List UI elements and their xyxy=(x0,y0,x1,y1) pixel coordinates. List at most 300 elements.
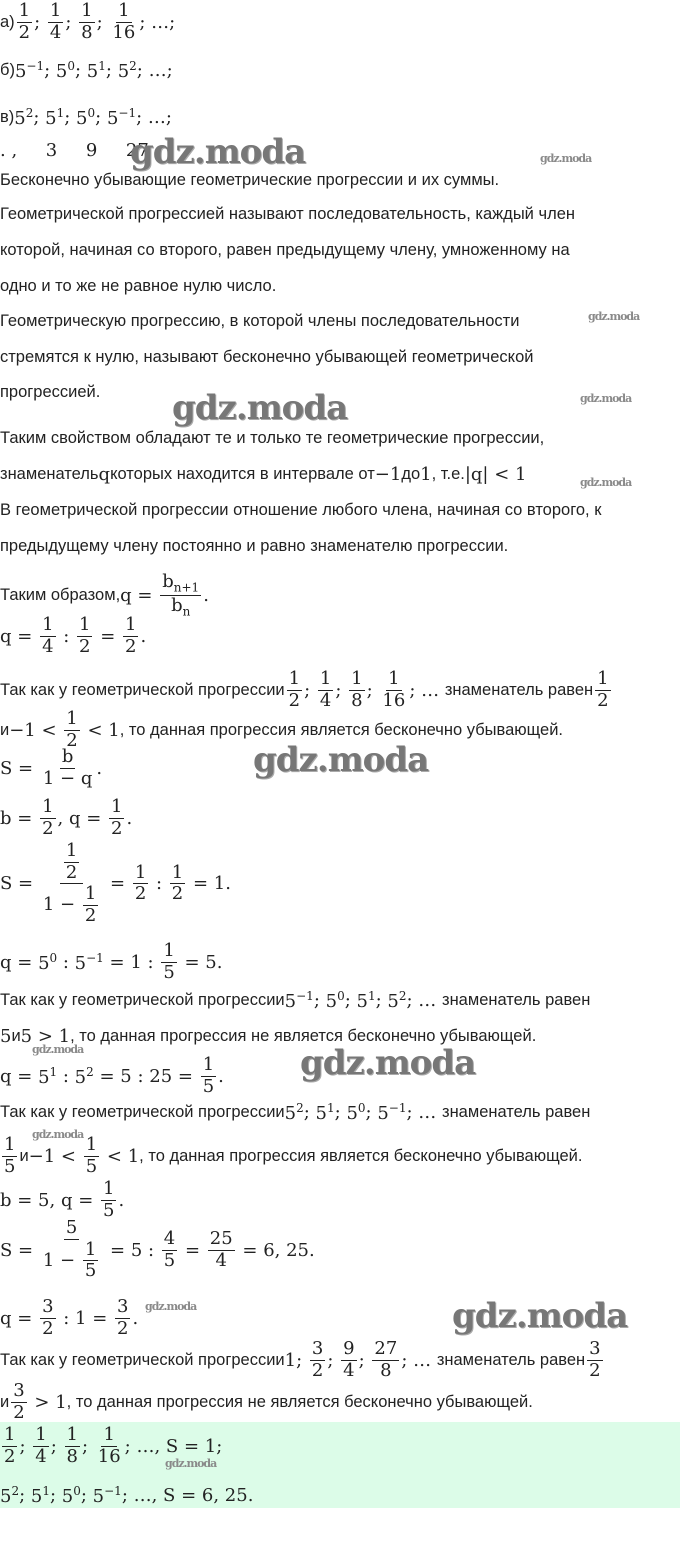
math-text: = 6, 25. xyxy=(236,1239,315,1261)
fraction-denominator xyxy=(587,1361,602,1382)
watermark-logo: gdz.moda xyxy=(452,1296,628,1336)
math-text: ; … xyxy=(401,1349,437,1371)
fraction-numerator xyxy=(60,841,83,884)
math-text: 4 xyxy=(343,1359,355,1381)
math-text: q = xyxy=(0,1065,39,1087)
exponent: 0 xyxy=(67,58,75,73)
power: $5^0$ xyxy=(346,1100,366,1124)
fraction-denominator xyxy=(214,1251,229,1272)
math-text: q = xyxy=(120,585,159,607)
fraction-numerator xyxy=(116,1,131,23)
text: знаменатель xyxy=(0,464,99,483)
fraction xyxy=(109,797,124,839)
exponent: 1 xyxy=(367,988,376,1003)
power: $5^{-1}$ xyxy=(377,1100,407,1124)
fraction xyxy=(11,1381,26,1423)
fraction xyxy=(77,615,92,657)
math-text: 1 xyxy=(420,463,432,485)
fraction xyxy=(160,572,201,620)
math-text: 25 xyxy=(209,1227,233,1249)
math-text: 1 xyxy=(4,1424,16,1445)
math-text: S = xyxy=(0,1239,39,1261)
fraction-denominator xyxy=(65,1447,80,1468)
math-text: . xyxy=(96,757,103,779)
math-text: 2 xyxy=(288,689,301,711)
watermark-logo: gdz.moda xyxy=(300,1043,476,1083)
math-text: 9 xyxy=(343,1338,355,1359)
fraction-denominator xyxy=(162,1251,177,1272)
fraction xyxy=(115,1297,130,1339)
math-text: 8 xyxy=(81,21,93,43)
fraction xyxy=(79,1,94,43)
fraction-numerator xyxy=(40,1297,55,1319)
fraction-numerator xyxy=(349,669,364,691)
fraction-numerator xyxy=(64,1218,79,1240)
power: $5^1$ xyxy=(38,1064,58,1088)
math-text: 2 xyxy=(111,817,123,839)
math-group xyxy=(62,841,81,883)
math-text: 5 xyxy=(163,961,175,983)
math-text: = 5 : xyxy=(104,1239,160,1261)
math-text: . xyxy=(203,585,209,607)
watermark-logo: gdz.moda xyxy=(253,740,429,780)
math-text: 3 xyxy=(311,1338,324,1359)
fraction-numerator xyxy=(64,709,79,731)
power: $5^2$ xyxy=(284,1100,304,1124)
math-text: 1 xyxy=(18,0,31,21)
exponent: 2 xyxy=(25,105,34,120)
text: знаменатель равен xyxy=(444,680,594,699)
fraction-denominator xyxy=(11,1403,26,1424)
fraction xyxy=(101,1179,116,1221)
fraction-numerator xyxy=(60,747,76,769)
fraction-numerator xyxy=(133,863,148,885)
fraction xyxy=(2,1425,17,1467)
math-text: ; xyxy=(95,106,107,128)
math-text: 1 xyxy=(111,796,123,817)
math-group xyxy=(171,596,190,619)
math-text: ; xyxy=(33,106,46,128)
watermark-logo: gdz.moda xyxy=(32,1043,84,1056)
math-text: 2 xyxy=(589,1359,601,1381)
text: предыдущему члену постоянно и равно знаменателю прогрессии. xyxy=(0,536,509,555)
math-text: 1 xyxy=(319,668,332,689)
fraction xyxy=(40,1297,55,1339)
fraction xyxy=(65,1425,80,1467)
exponent: 0 xyxy=(73,1483,81,1498)
math-text: 16 xyxy=(382,689,406,711)
exponent: −1 xyxy=(118,105,137,120)
text: Бесконечно убывающие геометрические прогрессии и их суммы. xyxy=(0,170,500,189)
text-line xyxy=(0,241,570,260)
fraction xyxy=(17,1,32,43)
text-line xyxy=(0,277,276,296)
fraction-numerator xyxy=(11,1381,26,1403)
text-line xyxy=(0,1179,124,1221)
fraction xyxy=(41,1218,102,1282)
math-text: 5 xyxy=(103,1199,115,1221)
fraction-denominator xyxy=(40,1319,55,1340)
math-text: 1 xyxy=(597,668,609,689)
math-text: 2 xyxy=(42,817,54,839)
math-text: ; xyxy=(327,1349,340,1371)
text: в) xyxy=(0,107,15,126)
text-line xyxy=(0,312,519,331)
text: и xyxy=(0,1392,10,1411)
math-text: 2 xyxy=(18,21,31,43)
text-line xyxy=(0,1218,315,1282)
math-text: 8 xyxy=(66,1445,78,1467)
exponent: 1 xyxy=(98,58,106,73)
math-text: 2 xyxy=(13,1401,25,1423)
fraction-numerator xyxy=(109,797,124,819)
text: Так как у геометрической прогрессии xyxy=(0,1350,285,1369)
math-text: ; xyxy=(335,679,348,701)
math-text: . xyxy=(126,807,133,829)
power: $5^2$ xyxy=(14,105,34,129)
text: которой, начиная со второго, равен предыдущему члену, умноженному на xyxy=(0,240,570,259)
power: $5^2$ xyxy=(117,58,137,82)
math-text: ; xyxy=(344,989,357,1011)
math-text: 1 xyxy=(134,861,147,883)
fraction-denominator xyxy=(77,637,92,658)
math-text: < 1 xyxy=(81,719,120,741)
fraction xyxy=(162,1229,177,1271)
math-text: 2 xyxy=(79,635,91,657)
fraction-denominator xyxy=(341,1361,356,1382)
fraction-denominator xyxy=(96,1447,123,1468)
fraction-numerator xyxy=(386,669,401,691)
math-text: −1 xyxy=(374,463,402,485)
text-line xyxy=(0,1484,253,1507)
math-text: ; xyxy=(65,11,78,33)
fraction-denominator xyxy=(595,691,610,712)
exponent: −1 xyxy=(26,58,45,73)
power: $5^0$ xyxy=(76,105,96,129)
math-text: 1 xyxy=(66,708,78,729)
exponent: 0 xyxy=(337,988,345,1003)
fraction-numerator xyxy=(2,1135,17,1157)
exponent: 1 xyxy=(42,1483,50,1498)
text: и xyxy=(0,720,10,739)
fraction xyxy=(2,1135,17,1177)
math-text: = 1. xyxy=(187,873,231,895)
math-text: 27 xyxy=(374,1338,398,1359)
text-line xyxy=(0,140,149,161)
text-line xyxy=(0,941,222,983)
exponent: 2 xyxy=(86,1064,94,1079)
fraction xyxy=(380,669,407,711)
fraction-denominator xyxy=(84,1157,99,1178)
fraction xyxy=(349,669,364,711)
text-line xyxy=(0,1101,590,1124)
fraction-denominator xyxy=(310,1361,325,1382)
fraction-numerator xyxy=(101,1425,116,1447)
exponent: −1 xyxy=(86,950,104,965)
math-text: 4 xyxy=(35,1445,47,1467)
fraction-numerator xyxy=(170,863,185,885)
math-text: : xyxy=(57,951,75,973)
math-text: 1 xyxy=(65,840,78,861)
math-text: 2 xyxy=(66,729,78,751)
math-text: 5 xyxy=(0,1025,12,1047)
math-text: 4 xyxy=(49,21,62,43)
fraction-denominator xyxy=(2,1157,17,1178)
subscript: n xyxy=(182,604,191,619)
math-text: : xyxy=(57,625,76,647)
text: прогрессией. xyxy=(0,382,101,401)
math-text: q = xyxy=(0,625,39,647)
text: и xyxy=(11,1026,21,1045)
math-text: 1 xyxy=(171,861,184,883)
text: Геометрическую прогрессию, в которой члены последовательности xyxy=(0,311,520,330)
text: которых находится в интервале от xyxy=(110,464,375,483)
math-text: , q = xyxy=(57,807,108,829)
text: а) xyxy=(0,12,15,31)
math-text: 4 xyxy=(215,1249,227,1271)
math-text: = 1 : xyxy=(103,951,160,973)
fraction-numerator xyxy=(40,615,55,637)
math-text: 8 xyxy=(380,1359,392,1381)
power: $5^{-1}$ xyxy=(284,988,314,1012)
fraction-numerator xyxy=(310,1339,325,1361)
math-group xyxy=(43,884,100,926)
fraction xyxy=(41,747,95,789)
math-text: 3 xyxy=(117,1296,129,1317)
math-text: 5 xyxy=(163,1249,176,1271)
text-line xyxy=(0,1135,582,1177)
text: , т.е. xyxy=(431,464,465,483)
math-text: 5 xyxy=(85,1155,98,1177)
text-line xyxy=(0,1339,605,1381)
math-text: = 5. xyxy=(178,951,223,973)
math-text: ; xyxy=(358,1349,371,1371)
math-text: 2 xyxy=(4,1445,16,1467)
watermark-logo: gdz.moda xyxy=(130,132,306,172)
text-line xyxy=(0,1297,138,1339)
fraction-numerator xyxy=(83,1240,98,1262)
text-line xyxy=(0,59,173,82)
math-text: 3 xyxy=(589,1338,601,1359)
text-line xyxy=(0,1,175,43)
fraction-denominator xyxy=(41,1240,102,1282)
exponent: −1 xyxy=(388,1100,407,1115)
watermark-logo: gdz.moda xyxy=(145,1300,197,1313)
math-text: 4 xyxy=(163,1227,176,1249)
fraction xyxy=(372,1339,399,1381)
math-text: 1 xyxy=(81,0,93,21)
text-line xyxy=(0,1055,224,1097)
exponent: 0 xyxy=(49,950,58,965)
math-text: . xyxy=(218,1065,224,1087)
fraction xyxy=(341,1339,356,1381)
text: знаменатель равен xyxy=(442,1102,591,1121)
fraction-denominator xyxy=(40,637,55,658)
math-text: ; xyxy=(313,989,326,1011)
math-text: b = 5, q = xyxy=(0,1189,99,1211)
text: и xyxy=(19,1146,29,1165)
fraction-denominator xyxy=(41,769,95,790)
text-line xyxy=(0,106,172,129)
math-text: : xyxy=(57,1065,75,1087)
text-line xyxy=(0,615,146,657)
text-line xyxy=(0,537,508,556)
math-text: 1 xyxy=(42,614,54,635)
math-text: 4 xyxy=(319,689,332,711)
math-text: 1 xyxy=(4,1134,16,1155)
fraction-numerator xyxy=(318,669,333,691)
math-text: 3 xyxy=(13,1380,25,1401)
watermark-logo: gdz.moda xyxy=(32,1128,84,1141)
fraction-denominator xyxy=(64,863,79,884)
text: , то данная прогрессия является бесконечно убывающей. xyxy=(119,720,564,739)
fraction xyxy=(287,669,302,711)
text-line xyxy=(0,464,526,485)
fraction-numerator xyxy=(65,1425,80,1447)
text-line xyxy=(0,383,100,402)
math-text: 2 xyxy=(171,883,184,905)
power: $5^1$ xyxy=(315,1100,335,1124)
fraction xyxy=(33,1425,48,1467)
math-text: 2 xyxy=(42,1317,54,1339)
fraction-numerator xyxy=(208,1229,235,1251)
watermark-logo: gdz.moda xyxy=(588,310,640,323)
math-text: 1 xyxy=(84,883,97,905)
math-text: ; xyxy=(366,679,379,701)
text-line xyxy=(0,669,613,711)
math-text: 1 xyxy=(388,668,400,689)
power: $5^0$ xyxy=(325,988,345,1012)
math-text: . xyxy=(118,1189,125,1211)
math-text: ; xyxy=(44,59,56,81)
fraction xyxy=(170,863,185,905)
math-text: 2 xyxy=(125,635,137,657)
text: Так как у геометрической прогрессии xyxy=(0,1102,285,1121)
watermark-logo: gdz.moda xyxy=(165,1457,217,1470)
math-text: q xyxy=(98,463,111,485)
math-text: 5 xyxy=(65,1217,78,1238)
math-text: 1 xyxy=(42,796,54,817)
fraction xyxy=(123,615,138,657)
fraction-numerator xyxy=(2,1425,17,1447)
math-text: 2 xyxy=(134,883,147,905)
math-text: < 1 xyxy=(101,1145,140,1167)
fraction-denominator xyxy=(40,819,55,840)
math-group xyxy=(162,572,199,595)
math-text: 1 xyxy=(85,1134,98,1155)
math-text: : xyxy=(150,873,168,895)
math-text: S = xyxy=(0,873,39,895)
math-text: ; xyxy=(64,106,77,128)
text: Таким образом, xyxy=(0,586,121,605)
math-text: 16 xyxy=(97,1445,121,1467)
math-text: ; …; xyxy=(139,11,176,33)
fraction-numerator xyxy=(84,1135,99,1157)
exponent: −1 xyxy=(296,988,314,1003)
math-text: ; xyxy=(50,1435,63,1457)
fraction-numerator xyxy=(160,572,201,596)
text: , то данная прогрессия является бесконечно убывающей. xyxy=(139,1146,583,1165)
math-text: 1 − xyxy=(42,1249,81,1271)
text-line xyxy=(0,348,533,367)
fraction-numerator xyxy=(595,669,610,691)
fraction-denominator xyxy=(109,819,124,840)
math-text: 5 xyxy=(84,1260,97,1282)
math-text: = xyxy=(94,625,122,647)
fraction-denominator xyxy=(169,596,192,619)
math-text: ; xyxy=(334,1101,347,1123)
text-line xyxy=(0,797,132,839)
math-text: : 1 = xyxy=(57,1307,114,1329)
subscripted: $b_{n+1}$ xyxy=(162,571,200,595)
text: , то данная прогрессия не является бесконечно убывающей. xyxy=(66,1392,533,1411)
math-text: q = xyxy=(0,1307,39,1329)
text-line xyxy=(0,171,499,190)
math-text: 1 xyxy=(125,614,137,635)
fraction-numerator xyxy=(83,884,98,906)
math-text: −1 < xyxy=(9,719,63,741)
fraction-denominator xyxy=(83,1261,98,1282)
math-text: 1 xyxy=(35,1424,47,1445)
math-text: . xyxy=(140,625,147,647)
fraction xyxy=(318,669,333,711)
text: В геометрической прогрессии отношение любого члена, начиная со второго, к xyxy=(0,500,602,519)
fraction-denominator xyxy=(79,23,94,44)
math-text: −1 < xyxy=(28,1145,82,1167)
power: $5^0$ xyxy=(61,1483,81,1507)
text: знаменатель равен xyxy=(442,990,591,1009)
fraction-denominator xyxy=(123,637,138,658)
math-text: = 5 : 25 = xyxy=(93,1065,199,1087)
text: б) xyxy=(0,60,15,79)
math-text: 8 xyxy=(351,689,363,711)
math-text: 2 xyxy=(311,1359,324,1381)
math-text: ; … xyxy=(406,1101,442,1123)
power: $5^2$ xyxy=(0,1483,20,1507)
text-line xyxy=(0,501,601,520)
math-text: . xyxy=(132,1307,139,1329)
math-text: ; …; xyxy=(136,59,173,81)
math-text: b xyxy=(61,746,74,767)
math-text: ; xyxy=(375,989,388,1011)
fraction-denominator xyxy=(41,884,102,926)
text-line xyxy=(0,747,102,789)
math-text: 2 xyxy=(65,861,78,883)
math-text: 2 xyxy=(84,905,97,927)
fraction-numerator xyxy=(587,1339,602,1361)
fraction xyxy=(64,841,79,883)
text-line xyxy=(0,572,209,620)
fraction-denominator xyxy=(170,884,185,905)
math-text: 5 xyxy=(4,1155,16,1177)
fraction-denominator xyxy=(133,884,148,905)
text: Таким свойством обладают те и только те геометрические прогрессии, xyxy=(0,428,545,447)
fraction xyxy=(161,941,176,983)
power: $5^{-1}$ xyxy=(74,950,104,974)
text: Геометрической прогрессией называют последовательность, каждый член xyxy=(0,204,575,223)
fraction-denominator xyxy=(33,1447,48,1468)
power: $5^0$ xyxy=(55,58,75,82)
math-text: 1 xyxy=(103,1424,115,1445)
math-text: ; xyxy=(80,1484,93,1506)
exponent: 2 xyxy=(398,988,407,1003)
math-text: 1 xyxy=(103,1178,115,1199)
fraction xyxy=(48,1,63,43)
math-text: = xyxy=(104,873,131,895)
fraction-numerator xyxy=(115,1297,130,1319)
fraction-numerator xyxy=(33,1425,48,1447)
fraction xyxy=(83,884,98,926)
